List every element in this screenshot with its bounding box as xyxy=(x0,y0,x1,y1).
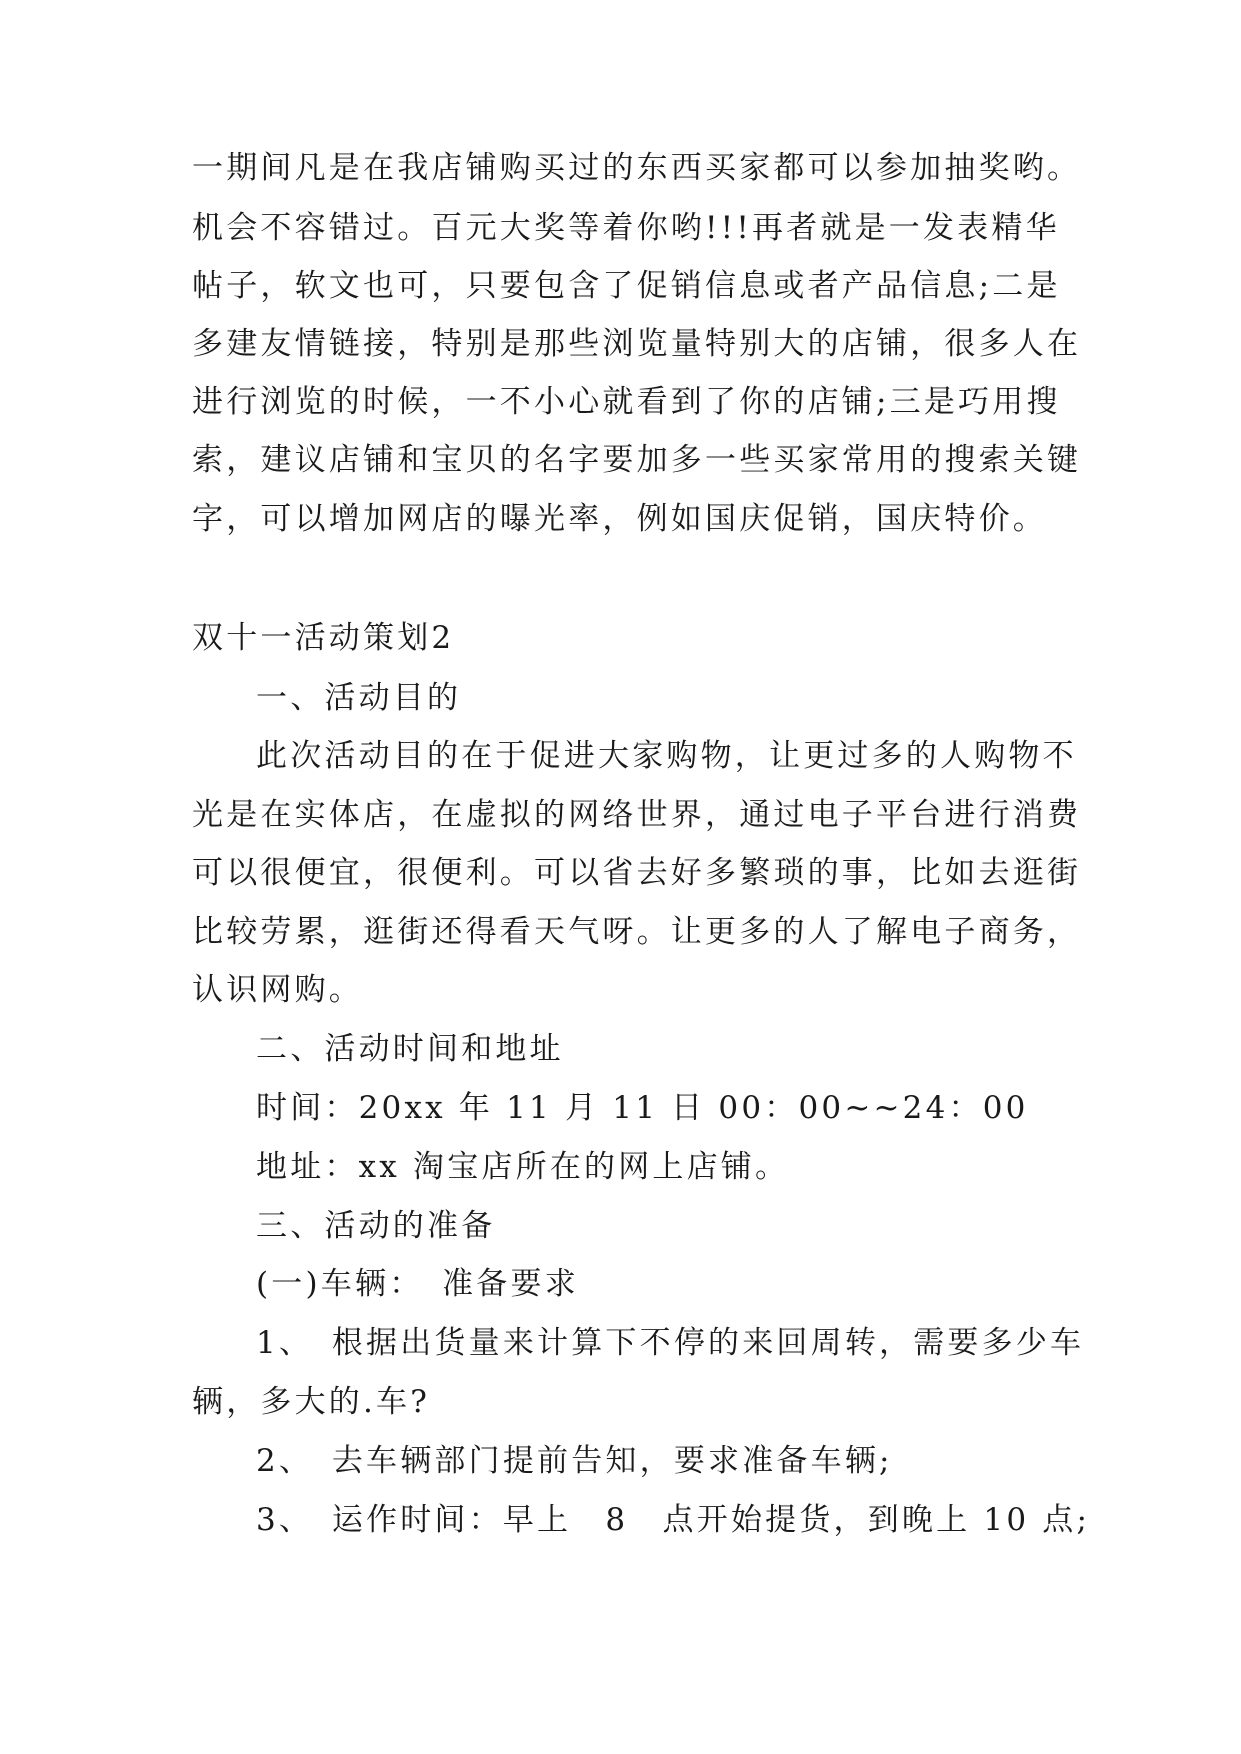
paragraph-line: 比较劳累，逛街还得看天气呀。让更多的人了解电子商务， xyxy=(192,914,1082,950)
time-line: 时间：20xx 年 11 月 11 日 00：00~~24：00 xyxy=(256,1090,1029,1126)
paragraph-line: 此次活动目的在于促进大家购物，让更过多的人购物不 xyxy=(256,738,1077,774)
sub-heading-vehicles: (一)车辆： 准备要求 xyxy=(256,1266,579,1302)
paragraph-line: 索，建议店铺和宝贝的名字要加多一些买家常用的搜索关键 xyxy=(192,442,1082,478)
heading-purpose: 一、活动目的 xyxy=(256,680,462,716)
list-item: 2、 去车辆部门提前告知，要求准备车辆; xyxy=(256,1443,893,1479)
paragraph-line: 字，可以增加网店的曝光率，例如国庆促销，国庆特价。 xyxy=(192,501,1047,537)
heading-preparation: 三、活动的准备 xyxy=(256,1208,496,1244)
address-line: 地址：xx 淘宝店所在的网上店铺。 xyxy=(256,1149,790,1185)
paragraph-line: 进行浏览的时候，一不小心就看到了你的店铺;三是巧用搜 xyxy=(192,384,1061,420)
paragraph-line: 机会不容错过。百元大奖等着你哟!!!再者就是一发表精华 xyxy=(192,210,1060,246)
section-title: 双十一活动策划2 xyxy=(192,620,455,656)
list-item: 3、 运作时间：早上 8 点开始提货，到晚上 10 点; xyxy=(256,1502,1091,1538)
heading-time-address: 二、活动时间和地址 xyxy=(256,1031,564,1067)
paragraph-line: 多建友情链接，特别是那些浏览量特别大的店铺，很多人在 xyxy=(192,326,1082,362)
paragraph-line: 可以很便宜，很便利。可以省去好多繁琐的事，比如去逛街 xyxy=(192,855,1082,891)
paragraph-line: 一期间凡是在我店铺购买过的东西买家都可以参加抽奖哟。 xyxy=(192,150,1082,186)
list-item: 1、 根据出货量来计算下不停的来回周转，需要多少车 xyxy=(256,1325,1085,1361)
paragraph-line: 帖子，软文也可，只要包含了促销信息或者产品信息;二是 xyxy=(192,268,1061,304)
paragraph-line: 光是在实体店，在虚拟的网络世界，通过电子平台进行消费 xyxy=(192,797,1082,833)
list-item-continuation: 辆，多大的.车? xyxy=(192,1384,431,1420)
paragraph-line: 认识网购。 xyxy=(192,972,363,1008)
